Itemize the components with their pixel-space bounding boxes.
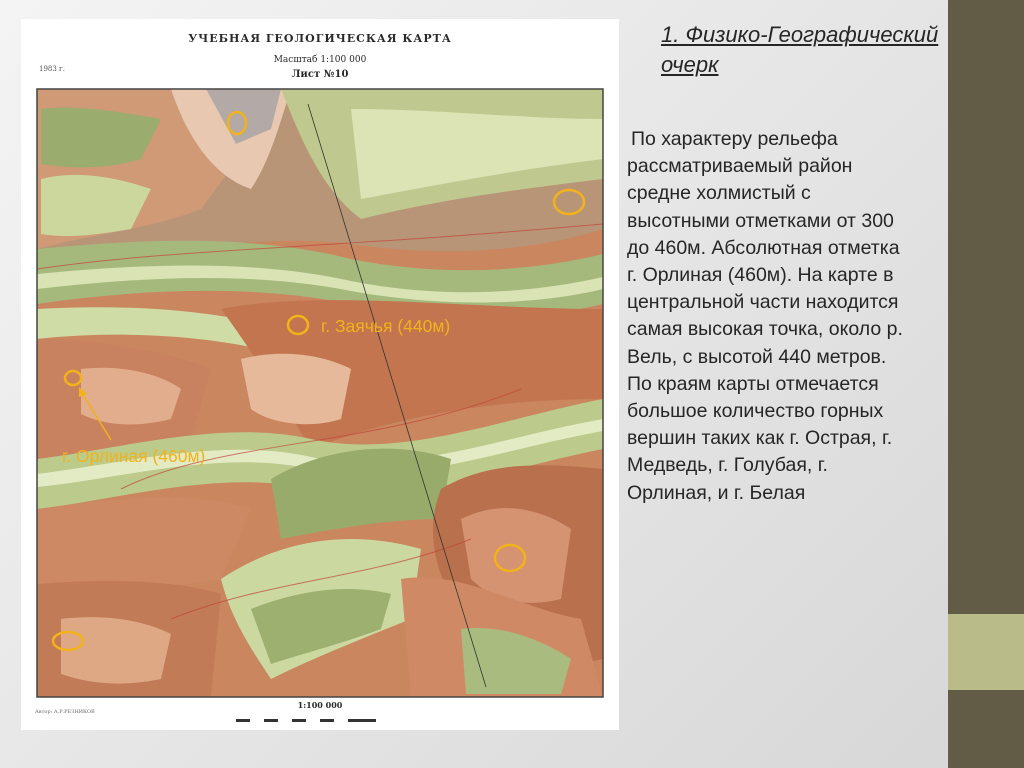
body-line: средне холмистый с [627,182,811,205]
slide-title [661,20,961,80]
scale-bar [236,719,376,722]
body-line: Вель, с высотой 440 метров. [627,345,887,368]
body-line: По краям карты отмечается [627,372,879,395]
slide-body-text [627,126,927,507]
body-line: самая высокая точка, около р. [627,318,903,341]
slide-title-line-2: очерк [661,52,719,77]
map-bottom-scale: 1:100 000 [297,700,343,710]
body-line: Медведь, г. Голубая, г. [627,454,828,477]
body-line: Орлиная, и г. Белая [627,481,806,504]
body-line: рассматриваемый район [627,155,853,178]
map-sheet-number: Лист №10 [291,69,349,80]
label-zayachya: г. Заячья (440м) [321,316,451,336]
body-line: г. Орлиная (460м). На карте в [627,264,894,287]
body-line: По характеру рельефа [631,128,838,150]
geological-map-image [21,19,619,730]
body-line: высотными отметками от 300 [627,209,894,232]
body-line: большое количество горных [627,400,884,423]
geological-map-drawing [21,19,619,730]
body-line: вершин таких как г. Острая, г. [627,427,893,450]
body-line: центральной части находится [627,291,899,314]
map-scale: Масштаб 1:100 000 [273,55,367,65]
map-title: УЧЕБНАЯ ГЕОЛОГИЧЕСКАЯ КАРТА [188,32,452,45]
slide-title-line-1: 1. Физико-Географический [661,22,939,47]
body-line: до 460м. Абсолютная отметка [627,236,900,259]
map-credits: Автор: А.Р.РЕЗНИКОВ [35,709,95,715]
label-orlinaya: г. Орлиная (460м) [62,446,206,466]
right-accent-band [948,614,1024,690]
map-year: 1983 г. [39,65,65,73]
